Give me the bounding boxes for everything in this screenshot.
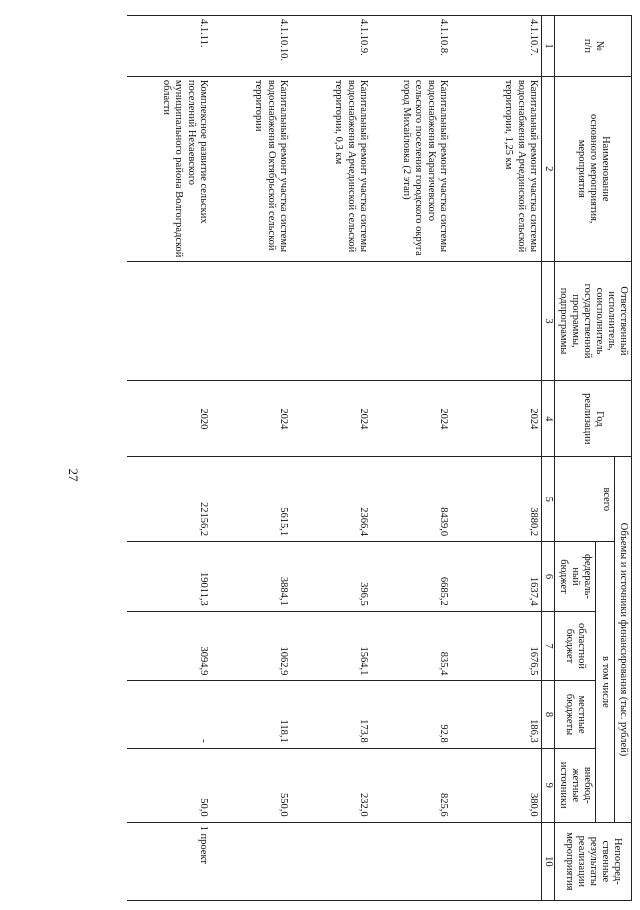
column-number: 5 [541,457,554,542]
row-total: 22156,2 [127,457,211,542]
row-regional: 835,4 [371,611,451,681]
row-total: 8439,0 [371,457,451,542]
row-result [451,822,542,900]
table-row [371,16,451,901]
row-number: 4.1.11. [127,16,211,77]
row-federal: 6685,2 [371,542,451,612]
row-regional: 3094,9 [127,611,211,681]
header-funding-group: Объемы и источники финансирования (тыс. рублей) [614,457,631,822]
row-number: 4.1.10.10. [211,16,291,77]
header-regional: областной бюджет [554,611,595,681]
row-name: Капитальный ремонт участка системы водоснабжения Арчединской сельской территории, 0,3 км [291,76,371,261]
row-local: 118,1 [211,681,291,748]
row-local: - [127,681,211,748]
column-number: 8 [541,681,554,748]
row-federal: 396,5 [291,542,371,612]
row-total: 5615,1 [211,457,291,542]
row-year: 2024 [291,381,371,457]
row-extra: 232,0 [291,748,371,822]
row-executor [127,261,211,381]
row-executor [451,261,542,381]
row-year: 2024 [451,381,542,457]
column-number: 2 [541,76,554,261]
column-number: 7 [541,611,554,681]
header-executor: Ответственный исполнитель, соисполнитель государственной программы, подпрограммы [554,261,631,381]
table-row [451,16,542,901]
column-number: 1 [541,16,554,77]
row-name: Комплексное развитие сельских поселений Нехаевского муниципального района Волгоградской области [127,76,211,261]
table-row [211,16,291,901]
header-no: № п/п [554,16,631,77]
row-number: 4.1.10.7. [451,16,542,77]
row-name: Капитальный ремонт участка системы водоснабжения Арчединской сельской территории, 1,25 км [451,76,542,261]
row-extra: 825,6 [371,748,451,822]
row-total: 2366,4 [291,457,371,542]
row-federal: 19011,3 [127,542,211,612]
row-number: 4.1.10.9. [291,16,371,77]
row-regional: 1564,1 [291,611,371,681]
row-result [291,822,371,900]
row-result [371,822,451,900]
row-local: 92,8 [371,681,451,748]
row-regional: 1062,9 [211,611,291,681]
table-row [127,16,211,901]
row-year: 2020 [127,381,211,457]
column-numbers-row [541,16,554,901]
row-extra: 550,0 [211,748,291,822]
row-result [211,822,291,900]
column-number: 10 [541,822,554,900]
header-results: Непосред- ственные результаты реализации мероприятия [554,822,631,900]
row-executor [291,261,371,381]
row-year: 2024 [211,381,291,457]
row-extra: 50,0 [127,748,211,822]
column-number: 6 [541,542,554,612]
header-total: всего [554,457,614,542]
header-local: местные бюджеты [554,681,595,748]
row-result: 1 проект [127,822,211,900]
row-name: Капитальный ремонт участка системы водоснабжения Карагичевского сельского поселения городского округа город Михайловка (2 этап) [371,76,451,261]
row-name: Капитальный ремонт участка системы водоснабжения Октябрьской сельской территории [211,76,291,261]
header-federal: федераль- ный бюджет [554,542,595,612]
column-number: 3 [541,261,554,381]
funding-table [127,15,632,901]
row-executor [371,261,451,381]
row-federal: 3884,1 [211,542,291,612]
row-total: 3880,2 [451,457,542,542]
row-executor [211,261,291,381]
row-extra: 380,0 [451,748,542,822]
page-number: 27 [66,468,81,482]
header-year: Год реализации [554,381,631,457]
row-year: 2024 [371,381,451,457]
header-extra: внебюд- жетные источники [554,748,595,822]
row-local: 173,8 [291,681,371,748]
column-number: 9 [541,748,554,822]
row-regional: 1676,5 [451,611,542,681]
header-name: Наименование основного мероприятия, мероприятия [554,76,631,261]
row-number: 4.1.10.8. [371,16,451,77]
table-row [291,16,371,901]
row-federal: 1637,4 [451,542,542,612]
row-local: 186,3 [451,681,542,748]
column-number: 4 [541,381,554,457]
header-including: в том числе [595,542,614,822]
